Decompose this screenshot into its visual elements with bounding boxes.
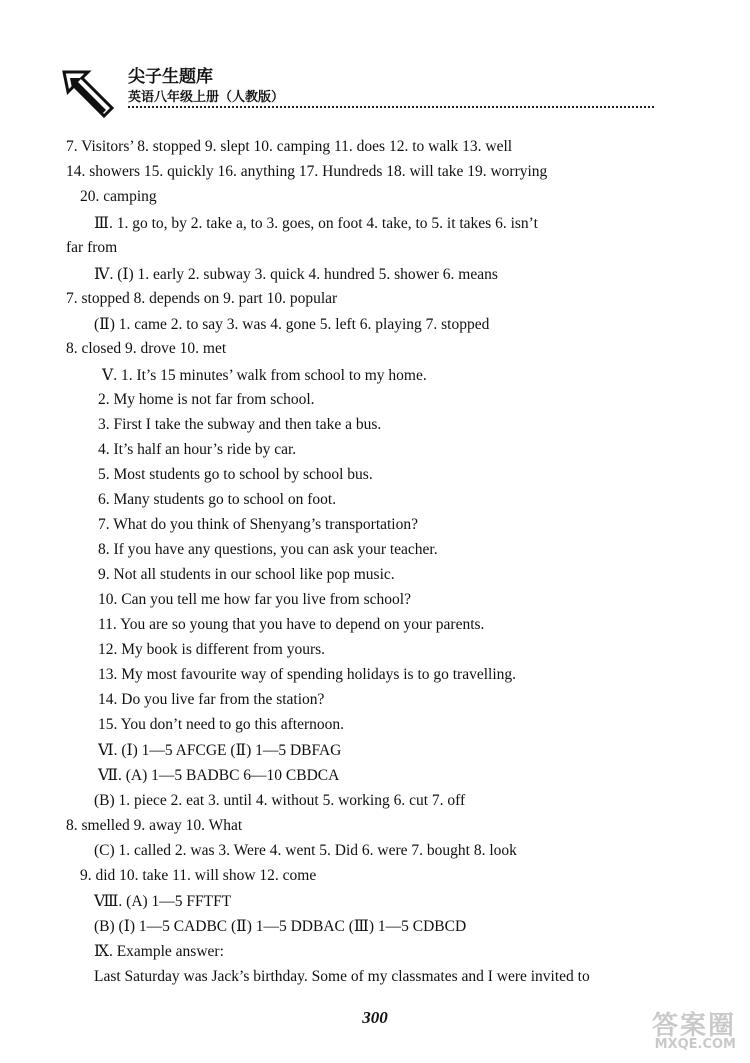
text-line: Ⅲ. 1. go to, by 2. take a, to 3. goes, on foot 4. take, to 5. it takes 6. isn’t bbox=[94, 215, 538, 232]
text-line: 8. closed 9. drove 10. met bbox=[66, 340, 227, 357]
text-line: 14. Do you live far from the station? bbox=[98, 691, 325, 708]
text-line: 8. smelled 9. away 10. What bbox=[66, 817, 243, 834]
text-line: Ⅸ. Example answer: bbox=[94, 943, 224, 960]
text-line: (Ⅱ) 1. came 2. to say 3. was 4. gone 5. left 6. playing 7. stopped bbox=[94, 316, 490, 333]
text-line: (C) 1. called 2. was 3. Were 4. went 5. Did 6. were 7. bought 8. look bbox=[94, 842, 517, 859]
text-line: 7. What do you think of Shenyang’s transportation? bbox=[98, 516, 418, 533]
text-line: Ⅷ. (A) 1—5 FFTFT bbox=[94, 893, 232, 910]
text-line: 9. Not all students in our school like pop music. bbox=[98, 566, 395, 583]
text-line: 13. My most favourite way of spending holidays is to go travelling. bbox=[98, 666, 517, 683]
text-line: 4. It’s half an hour’s ride by car. bbox=[98, 441, 297, 458]
text-line: far from bbox=[66, 239, 118, 256]
text-line: 6. Many students go to school on foot. bbox=[98, 491, 337, 508]
text-line: (B) (Ⅰ) 1—5 CADBC (Ⅱ) 1—5 DDBAC (Ⅲ) 1—5 CDBCD bbox=[94, 918, 467, 935]
series-subtitle: 英语八年级上册（人教版） bbox=[128, 90, 285, 105]
text-line: 8. If you have any questions, you can ask your teacher. bbox=[98, 541, 438, 558]
text-line: 9. did 10. take 11. will show 12. come bbox=[80, 867, 317, 884]
text-line: Ⅴ. 1. It’s 15 minutes’ walk from school to my home. bbox=[102, 367, 427, 384]
text-line: 14. showers 15. quickly 16. anything 17. Hundreds 18. will take 19. worrying bbox=[66, 163, 548, 180]
text-line: 20. camping bbox=[80, 188, 157, 205]
text-line: 3. First I take the subway and then take a bus. bbox=[98, 416, 382, 433]
text-line: Ⅵ. (Ⅰ) 1—5 AFCGE (Ⅱ) 1—5 DBFAG bbox=[98, 742, 342, 759]
watermark-url: MXQE.COM bbox=[654, 1037, 736, 1052]
text-line: 11. You are so young that you have to depend on your parents. bbox=[98, 616, 485, 633]
page-number: 300 bbox=[362, 1008, 388, 1027]
text-line: Ⅶ. (A) 1—5 BADBC 6—10 CBDCA bbox=[98, 767, 340, 784]
text-line: Last Saturday was Jack’s birthday. Some of my classmates and I were invited to bbox=[94, 968, 590, 985]
text-line: 12. My book is different from yours. bbox=[98, 641, 326, 658]
text-line: Ⅳ. (Ⅰ) 1. early 2. subway 3. quick 4. hundred 5. shower 6. means bbox=[94, 266, 498, 283]
text-line: (B) 1. piece 2. eat 3. until 4. without 5. working 6. cut 7. off bbox=[94, 792, 466, 809]
text-line: 10. Can you tell me how far you live from school? bbox=[98, 591, 411, 608]
text-line: 5. Most students go to school by school bus. bbox=[98, 466, 373, 483]
text-line: 2. My home is not far from school. bbox=[98, 391, 315, 408]
page-header bbox=[62, 58, 662, 118]
watermark bbox=[610, 1005, 740, 1055]
watermark-logo: 答案圈 bbox=[651, 1011, 736, 1041]
series-title: 尖子生题库 bbox=[128, 67, 213, 87]
text-line: 7. stopped 8. depends on 9. part 10. popular bbox=[66, 290, 338, 307]
arrow-logo-icon bbox=[62, 68, 124, 120]
text-line: 15. You don’t need to go this afternoon. bbox=[98, 716, 344, 733]
text-line: 7. Visitors’ 8. stopped 9. slept 10. camping 11. does 12. to walk 13. well bbox=[66, 138, 513, 155]
header-divider bbox=[128, 106, 654, 108]
